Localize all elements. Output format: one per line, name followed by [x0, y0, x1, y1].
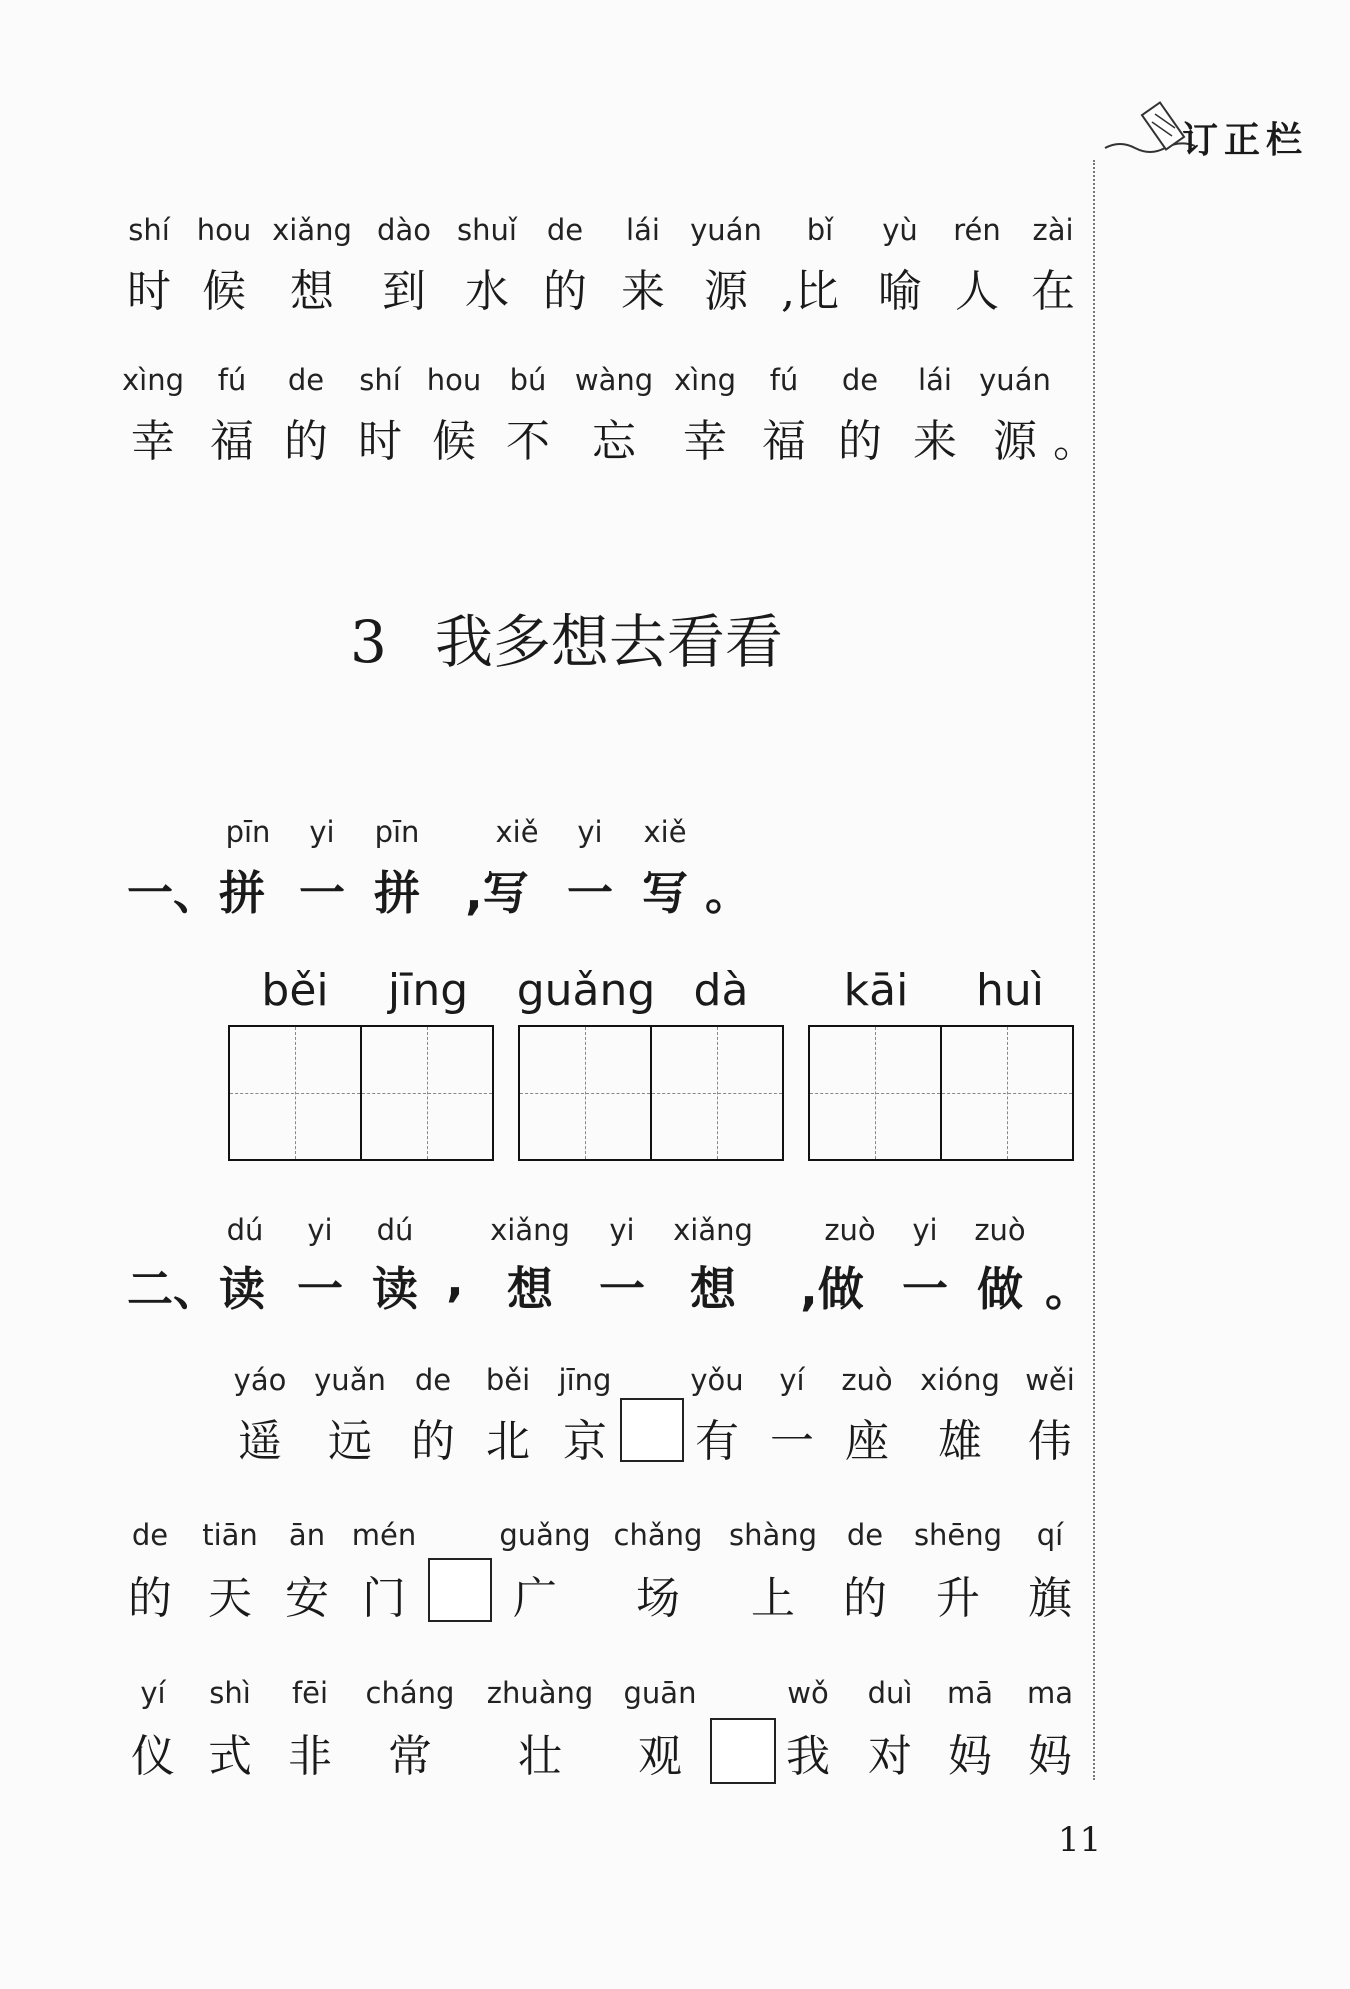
section2-line2-hanzi: [0, 1562, 1100, 1622]
pinyin: bǐ: [806, 213, 834, 247]
hanzi: 的: [838, 416, 882, 467]
pinyin: dà: [693, 965, 749, 1016]
pinyin: zuò: [841, 1363, 893, 1397]
pinyin: yáo: [233, 1363, 287, 1397]
pinyin: duì: [867, 1676, 913, 1710]
pinyin: xiǎng: [490, 1213, 570, 1247]
pinyin: lái: [918, 363, 952, 397]
hanzi: 北: [486, 1416, 530, 1467]
section2-heading: [0, 1253, 1100, 1316]
heading-char: 。: [1045, 1262, 1091, 1316]
writing-cell[interactable]: [940, 1027, 1072, 1159]
pinyin: ma: [1026, 1676, 1074, 1710]
pinyin: guǎng: [516, 965, 656, 1016]
pinyin: xiǎng: [673, 1213, 753, 1247]
heading-char: 一: [902, 1262, 948, 1316]
heading-char: 一: [297, 1262, 343, 1316]
pinyin: xìng: [121, 363, 185, 397]
hanzi: 京: [563, 1416, 607, 1467]
pinyin: mā: [946, 1676, 994, 1710]
pinyin: xiǎng: [272, 213, 352, 247]
hanzi: 上: [751, 1573, 795, 1624]
pinyin: shēng: [913, 1518, 1003, 1552]
pinyin: de: [414, 1363, 452, 1397]
hanzi: 到: [382, 266, 426, 317]
writing-grid-kaihui[interactable]: [808, 1025, 1074, 1161]
hanzi: 安: [285, 1573, 329, 1624]
pinyin: qí: [1036, 1518, 1064, 1552]
hanzi: 遥: [238, 1416, 282, 1467]
hanzi: 忘: [592, 416, 636, 467]
heading-char: 想: [507, 1262, 553, 1316]
pinyin: dào: [377, 213, 431, 247]
heading-char: 一: [299, 866, 345, 920]
pinyin: xiě: [495, 815, 539, 849]
hanzi: 来: [621, 266, 665, 317]
hanzi: 的: [128, 1573, 172, 1624]
hanzi: 天: [208, 1573, 252, 1624]
pinyin: zuò: [824, 1213, 876, 1247]
hanzi: 雄: [938, 1416, 982, 1467]
pinyin: yuán: [979, 363, 1051, 397]
hanzi: 升: [936, 1573, 980, 1624]
hanzi: 的: [543, 266, 587, 317]
hanzi: 来: [913, 416, 957, 467]
hanzi: 妈: [1028, 1731, 1072, 1782]
hanzi: 门: [362, 1573, 406, 1624]
pinyin: lái: [626, 213, 660, 247]
hanzi: 的: [843, 1573, 887, 1624]
heading-char: 。: [705, 866, 751, 920]
writing-grid-guangda[interactable]: [518, 1025, 784, 1161]
pinyin: yù: [882, 213, 918, 247]
hanzi: 候: [432, 416, 476, 467]
section1-heading: [0, 857, 1100, 920]
pinyin: zhuàng: [486, 1676, 594, 1710]
pinyin: guǎng: [499, 1518, 591, 1552]
lesson-number: 3: [350, 608, 387, 676]
pinyin: yǒu: [690, 1363, 744, 1397]
hanzi: 。: [1053, 416, 1097, 467]
pinyin: fú: [217, 363, 247, 397]
hanzi: 在: [1031, 266, 1075, 317]
pinyin: fēi: [291, 1676, 329, 1710]
pinyin: xióng: [920, 1363, 1000, 1397]
pinyin: yuǎn: [314, 1363, 386, 1397]
hanzi: 观: [638, 1731, 682, 1782]
hanzi: 的: [284, 416, 328, 467]
section1-word-pinyin: [0, 965, 1100, 1025]
heading-char: 做: [977, 1262, 1023, 1316]
pinyin: kāi: [843, 965, 909, 1016]
pinyin: shí: [359, 363, 401, 397]
pinyin: huì: [976, 965, 1044, 1016]
correction-column-label: 订正栏: [1182, 120, 1309, 161]
pinyin: cháng: [365, 1676, 455, 1710]
hanzi: 福: [762, 416, 806, 467]
writing-cell[interactable]: [520, 1027, 650, 1159]
section2-line1-pinyin: [0, 1363, 1100, 1403]
hanzi: 想: [290, 266, 334, 317]
hanzi: ,比: [781, 266, 839, 317]
pinyin: rén: [953, 213, 1001, 247]
pinyin: yí: [779, 1363, 805, 1397]
hanzi: 幸: [131, 416, 175, 467]
pinyin: jīng: [558, 1363, 612, 1397]
section2-line3-hanzi: [0, 1720, 1100, 1780]
hanzi: 我: [786, 1731, 830, 1782]
pinyin: shàng: [728, 1518, 818, 1552]
punctuation-blank-2[interactable]: [428, 1558, 492, 1622]
intro-line1-pinyin: [0, 213, 1100, 253]
heading-char: 二、读: [127, 1262, 265, 1316]
pinyin: dú: [226, 1213, 264, 1247]
pinyin: de: [287, 363, 325, 397]
pinyin: wàng: [574, 363, 654, 397]
hanzi: 旗: [1028, 1573, 1072, 1624]
pinyin: yi: [912, 1213, 938, 1247]
lesson-title-text: 我多想去看看: [434, 608, 783, 676]
hanzi: 的: [411, 1416, 455, 1467]
writing-cell[interactable]: [650, 1027, 782, 1159]
pinyin: ān: [288, 1518, 326, 1552]
heading-char: 读: [372, 1262, 418, 1316]
pinyin: yi: [309, 815, 335, 849]
hanzi: 座: [845, 1416, 889, 1467]
section2-heading-pinyin: [0, 1213, 1100, 1253]
hanzi: 仪: [131, 1731, 175, 1782]
hanzi: 幸: [683, 416, 727, 467]
heading-char: ,做: [800, 1262, 864, 1316]
pinyin: de: [546, 213, 584, 247]
hanzi: 水: [465, 266, 509, 317]
pinyin: bú: [509, 363, 547, 397]
hanzi: 有: [695, 1416, 739, 1467]
hanzi: 喻: [878, 266, 922, 317]
intro-line2-hanzi: [0, 405, 1100, 465]
pinyin: wǒ: [787, 1676, 829, 1710]
pinyin: běi: [485, 1363, 531, 1397]
pinyin: de: [131, 1518, 169, 1552]
hanzi: 源: [704, 266, 748, 317]
pinyin: fú: [769, 363, 799, 397]
hanzi: 对: [868, 1731, 912, 1782]
lesson-title: [350, 595, 783, 679]
heading-char: 想: [690, 1262, 736, 1316]
pinyin: yi: [609, 1213, 635, 1247]
pinyin: de: [846, 1518, 884, 1552]
hanzi: 壮: [518, 1731, 562, 1782]
hanzi: 候: [202, 266, 246, 317]
pinyin: mén: [351, 1518, 417, 1552]
heading-char: 拼: [374, 866, 420, 920]
hanzi: 常: [388, 1731, 432, 1782]
hanzi: 广: [513, 1573, 557, 1624]
pinyin: hou: [196, 213, 252, 247]
heading-char: 一、拼: [127, 866, 265, 920]
pinyin: chǎng: [613, 1518, 703, 1552]
section2-line3-pinyin: [0, 1676, 1100, 1716]
section2-line2-pinyin: [0, 1518, 1100, 1558]
heading-char: ,: [446, 1253, 464, 1307]
hanzi: 时: [127, 266, 171, 317]
writing-grid-beijing[interactable]: [228, 1025, 494, 1161]
pinyin: xiě: [643, 815, 687, 849]
pinyin: tiān: [202, 1518, 258, 1552]
hanzi: 时: [358, 416, 402, 467]
hanzi: 场: [636, 1573, 680, 1624]
pinyin: yuán: [690, 213, 762, 247]
writing-cell[interactable]: [360, 1027, 492, 1159]
hanzi: 式: [208, 1731, 252, 1782]
intro-line1-hanzi: [0, 255, 1100, 315]
heading-char: ,写: [465, 866, 529, 920]
section1-heading-pinyin: [0, 815, 1100, 855]
pinyin: jīng: [387, 965, 469, 1016]
pinyin: běi: [261, 965, 329, 1016]
pinyin: zài: [1032, 213, 1074, 247]
pinyin: zuò: [974, 1213, 1026, 1247]
pinyin: shuǐ: [457, 213, 517, 247]
pinyin: de: [841, 363, 879, 397]
punctuation-blank-3[interactable]: [710, 1718, 776, 1784]
pinyin: hou: [426, 363, 482, 397]
heading-char: 一: [567, 866, 613, 920]
pinyin: xìng: [673, 363, 737, 397]
hanzi: 源: [993, 416, 1037, 467]
punctuation-blank-1[interactable]: [620, 1398, 684, 1462]
hanzi: 妈: [948, 1731, 992, 1782]
pinyin: pīn: [374, 815, 420, 849]
pinyin: shì: [209, 1676, 251, 1710]
hanzi: 人: [955, 266, 999, 317]
pinyin: yi: [577, 815, 603, 849]
writing-cell[interactable]: [810, 1027, 940, 1159]
page-number: 11: [1058, 1820, 1102, 1860]
writing-cell[interactable]: [230, 1027, 360, 1159]
pinyin: yi: [307, 1213, 333, 1247]
pinyin: wěi: [1025, 1363, 1075, 1397]
pinyin: pīn: [225, 815, 271, 849]
heading-char: 写: [642, 866, 688, 920]
hanzi: 远: [328, 1416, 372, 1467]
hanzi: 一: [770, 1416, 814, 1467]
section2-line1-hanzi: [0, 1405, 1100, 1465]
pinyin: shí: [128, 213, 170, 247]
pinyin: guān: [623, 1676, 697, 1710]
intro-line2-pinyin: [0, 363, 1100, 403]
heading-char: 一: [599, 1262, 645, 1316]
pinyin: dú: [376, 1213, 414, 1247]
hanzi: 福: [210, 416, 254, 467]
pinyin: yí: [140, 1676, 166, 1710]
hanzi: 不: [506, 416, 550, 467]
hanzi: 非: [288, 1731, 332, 1782]
hanzi: 伟: [1028, 1416, 1072, 1467]
